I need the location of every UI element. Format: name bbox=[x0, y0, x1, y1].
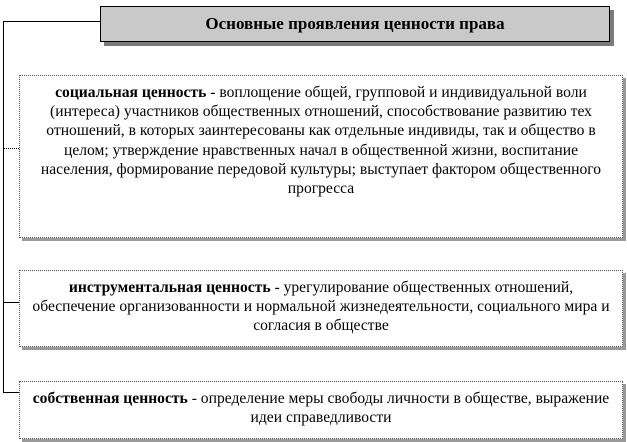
social-value-description: - воплощение общей, групповой и индивидуальной воли (интереса) участников общественных отношений, способствование развитию тех отношений, в которых заинтересованы как отдельные индивиды, так и общество в целом; утверждение нравственных начал в общественной жизни, воспитание населения, формирование передовой культуры; выступает фактором общественного прогресса bbox=[40, 84, 602, 198]
instrumental-value-term: инструментальная ценность bbox=[68, 279, 271, 296]
connector-to-social-value bbox=[3, 148, 19, 149]
connector-to-title bbox=[3, 21, 100, 22]
intrinsic-value-box bbox=[19, 381, 623, 439]
diagram-title: Основные проявления ценности права bbox=[100, 6, 610, 42]
instrumental-value-description: - урегулирование общественных отношений, обеспечение организованности и нормальной жизнедеятельности, социального мира и согласия в обществе bbox=[32, 279, 610, 335]
connector-to-intrinsic-value bbox=[3, 392, 19, 393]
instrumental-value-box bbox=[19, 270, 623, 347]
connector-to-instrumental-value bbox=[3, 302, 19, 303]
social-value-term: социальная ценность bbox=[55, 84, 207, 101]
social-value-box bbox=[19, 75, 623, 238]
connector-vertical-line bbox=[3, 21, 4, 393]
intrinsic-value-description: - определение меры свободы личности в обществе, выражение идеи справедливости bbox=[187, 390, 610, 427]
intrinsic-value-term: собственная ценность bbox=[32, 390, 188, 407]
